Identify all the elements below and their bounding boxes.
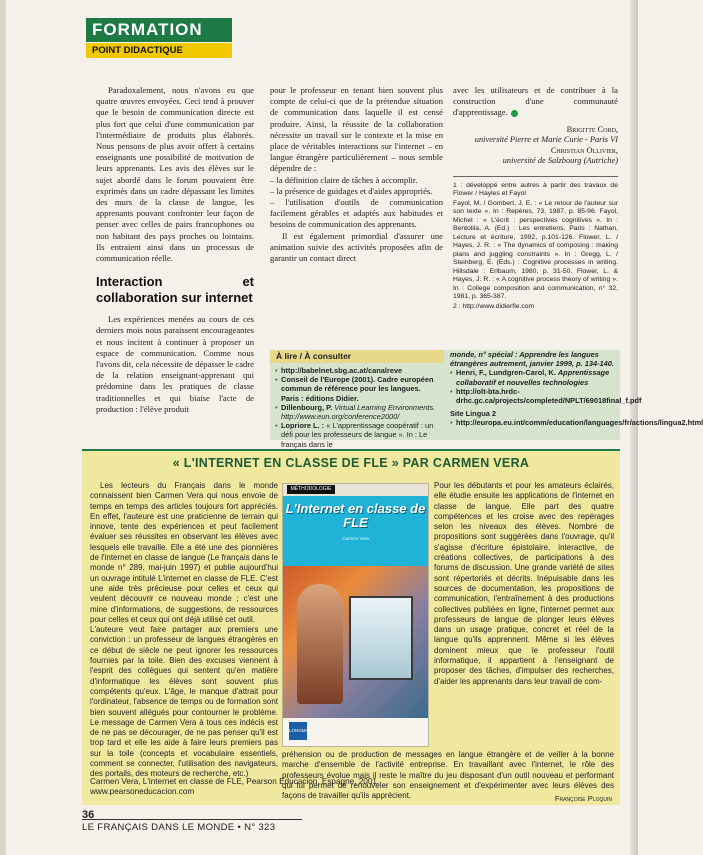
section-tag: FORMATION [86,18,232,42]
list-item: – l'utilisation d'outils de communication facilement gérables et adaptés aux habitudes et besoins de communication des apprenants. [270,197,443,230]
footnotes [453,176,618,312]
article-paragraph: pour le professeur en tenant bien souvent plus compte de celui-ci que de la prétendue situation de communication dans laquelle il est censé produire. Ainsi, la réussite de la collaboration nécessite un travail sur le contexte et la mise en place de véritables interactions sur l'internet – en langue étrangère particulièrement – nous semble dépendre de : [270,85,443,174]
book-reference: Carmen Vera, L'internet en classe de FLE, Pearson Educacion, Espagne, 2001. www.pearsoneducacion.com [90,777,380,797]
review-paragraph: L'auteure veut faire partager aux premiers une conviction : un professeur de langues étrangères en ce début de siècle ne peut ignorer les ressources fournies par la toile. Bien des excuses viennent à l'esprit des collègues qui sentent qu'en matière d'informatique les élèves sont souvent plus compétents qu'eux. L'âge, le manque d'attrait pour l'ordinateur, l'absence de temps ou de formation sont bien souvent allégués pour contourner le problème. Le message de Carmen Vera à tous ces indécis est de ne pas se décourager, de ne pas penser qu'il est trop tard et elle les aide à faire leurs premiers pas sur la toile (concepts et vocabulaire essentiels, comment se connecter, l'utilisation des navigateurs, des portails, des moteurs de recherche, etc.) [90,625,278,779]
subsection-tag: POINT DIDACTIQUE [86,43,232,58]
reading-list-item: • Henri, F., Lundgren-Carol, K. Apprentissage collaboratif et nouvelles technologies [450,368,618,386]
reading-list-title: À lire / À consulter [270,350,444,363]
magazine-name: LE FRANÇAIS DANS LE MONDE • N° 323 [82,822,276,833]
reading-list-item: • http://europa.eu.int/comm/education/languages/fr/actions/lingua2.html [450,418,618,427]
reading-list-item: • Conseil de l'Europe (2001). Cadre européen commun de référence pour les langues. Paris : éditions Didier. [275,375,437,403]
review-signature: Françoise Ploquin [554,794,612,803]
page-binding-edge [0,0,6,855]
author-name: Christian Ollivier, [550,145,618,155]
reading-list-subheading: Site Lingua 2 [450,409,496,419]
review-column-right [434,481,614,687]
reading-list-item: • http://babelnet.sbg.ac.at/canalreve [275,366,437,375]
article-paragraph: Les expériences menées au cours de ces derniers mois nous paraissent encourageantes et nous incitent à continuer à proposer un espace de communication. Comme nous l'avons dit, cela nécessite de dépasser le cadre de la relation enseignant-apprenant qui prédomine dans les pratiques de classe traditionnelles et qui biaise l'acte de production : l'élève produit [96,314,254,414]
footnote: Fayol, M. / Gombert, J. E. : « Le retour de l'auteur sur son texte ». In : Repères, 73, 1987, p. 85-96. Fayol, Michel : « L'écrit : perspectives cognitives ». In : Bentolila, A. (Ed.) : Les entretiens. Paris : Nathan, Lecture et écriture, 1992, p.101-126. Flower, L. / Hayes, J. R. : « The dynamics of composing : making plans and juggling constraints ». In : Gregg, L. / Steinberg, E. (Eds.) : Cognitive processes in writing. Hillsdale : Erlbaum, 1980, p. 31-50. Flower, L. & Hayes, J. R. : « A cognitive process theory of writing ». In : College composition and communication, n° 32, 1981, p. 365-387. [453,199,618,301]
computer-screen-illustration [349,596,413,680]
person-illustration [297,584,343,704]
review-paragraph: Pour les débutants et pour les amateurs éclairés, elle étudie ensuite les applications de l'internet en classe de langue. Elle part des quatre compétences et les croise avec des repérages selon les niveaux des élèves. Nombre de propositions sont suggérées dans l'ouvrage, qu'il s'agisse d'écriture épistolaire, interactive, de créations collectives, de participations à des forums de discussion. Une grande variété de sites sont répertoriés et décrits. Inépuisable dans les sources de documentation, les propositions de communication, l'entraînement à des productions collectives publiées en ligne, l'internet permet aux professeurs de langue de plonger leurs élèves dans un usage pratique, concret et réel de la langue qu'ils apprennent. Même si les élèves dominent mieux que le professeur l'outil informatique, il appartient à l'enseignant de proposer des tâches, d'impulser des recherches, d'aider les apprenants dans leur travail de com- [434,481,614,686]
footnote: 2 : http://www.didierfle.com [453,302,535,310]
book-title: L'Internet en classe de FLE [285,501,426,530]
review-paragraph: préhension ou de production de messages en langue étrangère et de veiller à la bonne marche d'ensemble de l'activité entreprise. En travaillant avec l'internet, le rôle des professeurs évolue mais il reste le maître du jeu disposant d'un outil nouveau et performant qui lui permet de renouveler son enseignement et d'expérimenter avec leurs élèves des façons de travailler qu'ils apprécient. [282,750,614,801]
reading-list-continuation: monde, n° spécial : Apprendre les langues étrangères autrement, janvier 1999, p. 134-140. [450,350,614,369]
article-column-3 [453,85,618,312]
reading-list-box [270,350,703,449]
book-series-badge: MÉTHODOLOGIE [287,485,335,494]
author-institution: université Pierre et Marie Curie - Paris VI [474,135,618,145]
review-paragraph: Les lecteurs du Français dans le monde connaissent bien Carmen Vera qui nous envoie de temps en temps des articles toujours fort appréciés. En effet, l'auteure est une praticienne de terrain qui innove, tente des expériences et peut facilement évaluer ses réussites en observant les élèves avec lesquels elle travaille. Elle a été une des pionnières de l'internet en classe de langue (Le français dans le monde n° 289, mai-juin 1997) et publie aujourd'hui un ouvrage intitulé L'internet en classe de FLE. C'est une aide très précieuse pour celles et ceux qui veulent découvrir ce nouveau monde ; c'est une mine d'informations, de suggestions, de ressources pour celles et ceux qui ont déjà utilisé cet outil. [90,481,278,624]
footnote: 1 : développé entre autres à partir des travaux de Flower / Hayles et Fayol [453,181,618,198]
article-paragraph [453,85,618,119]
footer-rule [82,819,302,820]
review-title: « L'INTERNET EN CLASSE DE FLE » PAR CARMEN VERA [172,456,530,470]
author-name: Brigitte Cord, [566,124,618,134]
reading-list-item: • http://olt-bta.hrdc-drhc.gc.ca/projects/completed/NPLT/69018final_f.pdf [450,387,618,405]
page-right-edge [630,0,638,855]
reading-list-item: • Lopriore L. : « L'apprentissage coopératif : un défi pour les professeurs de langue ». In : Le français dans le [275,421,437,449]
end-mark-icon [511,110,518,117]
author-signature [453,125,618,167]
list-item: – la présence de guidages et d'aides appropriés. [270,185,433,196]
book-cover [282,483,429,747]
review-column-left [90,481,278,780]
article-heading: Interaction et collaboration sur internet [96,274,254,306]
article-paragraph: Il est également primordial d'assurer une animation suivie des activités proposées afin de garantir un contact direct [270,230,443,264]
article-column-1 [96,85,254,415]
article-closing-text: avec les utilisateurs et de contribuer à la construction d'une communauté d'apprentissage. [453,85,618,118]
book-review-box [82,449,620,805]
reading-list-item: • Dillenbourg, P. Virtual Learning Environments. http://www.eun.org/conference2000/ [275,403,437,421]
page-number: 36 [82,809,95,821]
article-column-2 [270,85,443,264]
book-cover-photo [283,566,428,718]
book-authors: Carmen Vera [342,536,369,541]
author-institution: université de Salzbourg (Autriche) [502,156,618,166]
reading-list-right [450,350,703,428]
article-paragraph: Paradoxalement, nous n'avons eu que quatre œuvres envoyées. Ceci tend à prouver que le besoin de communication directe est plus fort que celui d'une communication par l'intermédiaire de produits plus élaborés. Nous pensons de plus avoir offert à certains enseignants une possibilité de motivation de leurs apprenants. Les avis des élèves sur le sujet abordé dans le forum pouvaient être exprimés dans un cadre dépassant les limites des murs de la classe de langue, les apprenants pouvant confronter leur façon de penser avec celles de pairs francophones ou non habitant des pays proches ou lointains. Ils entraient ainsi dans un processus de communication réelle. [96,85,254,264]
list-item: – la définition claire de tâches à accomplir. [270,174,418,185]
publisher-logo: LONGMAN [289,722,307,740]
reading-list-left [275,366,437,449]
